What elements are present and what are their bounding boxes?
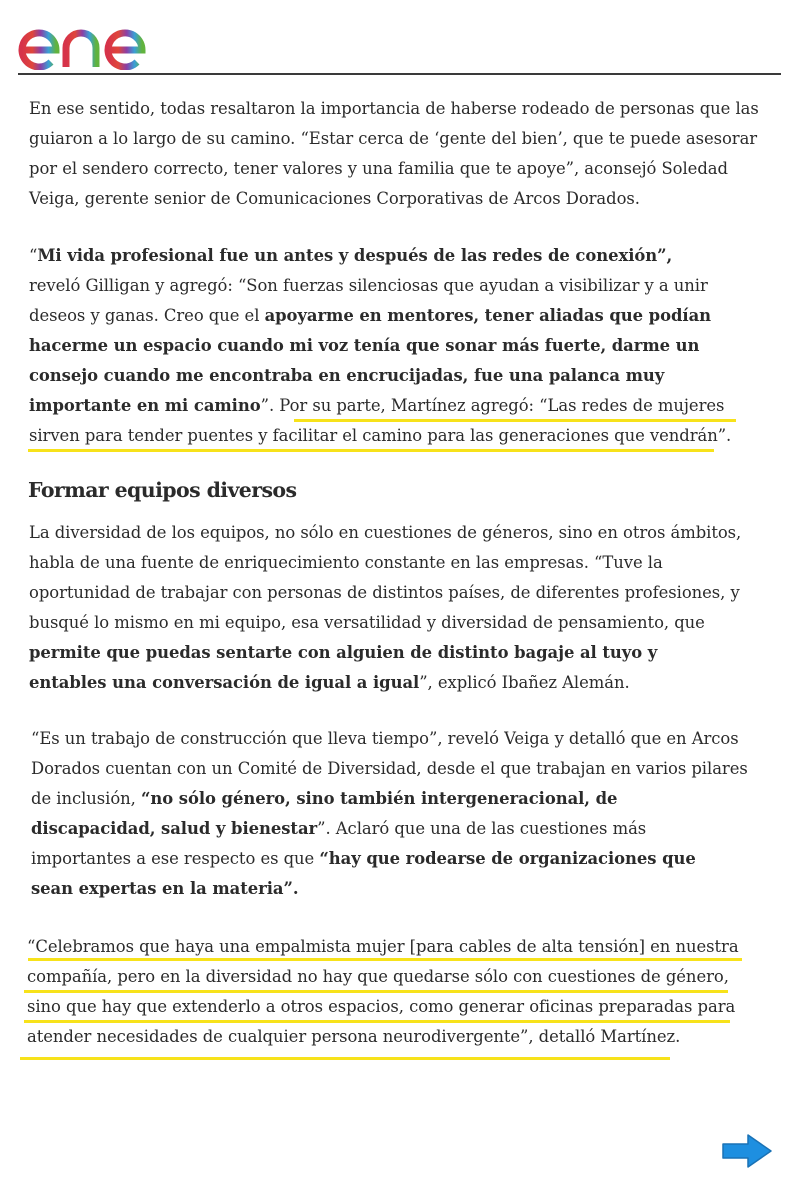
highlight-underline <box>24 990 728 993</box>
text-line <box>31 784 748 814</box>
text-line <box>29 301 731 331</box>
text-fragment: deseos y ganas. Creo que el <box>29 306 265 325</box>
section-heading: Formar equipos diversos <box>28 478 297 502</box>
text-line <box>29 391 731 421</box>
bold-quote: importante en mi camino <box>29 396 261 415</box>
text-line: compañía, pero en la diversidad no hay que quedarse sólo con cuestiones de género, <box>27 967 729 986</box>
text-line: sirven para tender puentes y facilitar el camino para las generaciones que vendrán”. <box>29 426 732 445</box>
text-fragment: ”. Aclaró que una de las cuestiones más <box>317 819 647 838</box>
text-line: Dorados cuentan con un Comité de Diversidad, desde el que trabajan en varios pilares <box>31 759 748 778</box>
text-fragment: ”. Por su parte, Martínez agregó: “Las redes de mujeres <box>260 396 725 415</box>
bold-quote: “no sólo género, sino también intergeneracional, de <box>140 789 618 808</box>
text-fragment: de inclusión, <box>31 789 141 808</box>
bold-quote: Mi vida profesional fue un antes y después de las redes de conexión”, <box>37 246 673 265</box>
bold-quote: discapacidad, salud y bienestar <box>31 819 318 838</box>
text-line <box>29 668 741 698</box>
text-line: reveló Gilligan y agregó: “Son fuerzas silenciosas que ayudan a visibilizar y a unir <box>29 276 708 295</box>
text-line: guiaron a lo largo de su camino. “Estar cerca de ‘gente del bien’, que te puede asesorar <box>29 129 758 148</box>
text-line: “Celebramos que haya una empalmista mujer [para cables de alta tensión] en nuestra <box>27 937 739 956</box>
highlight-underline <box>20 1057 670 1060</box>
text-fragment: importantes a ese respecto es que <box>31 849 320 868</box>
arrow-right-icon[interactable] <box>720 1133 774 1169</box>
text-fragment: ”, explicó Ibañez Alemán. <box>419 673 630 692</box>
enel-logo <box>16 8 186 70</box>
bold-quote: hacerme un espacio cuando mi voz tenía que sonar más fuerte, darme un <box>29 336 700 355</box>
text-line: sino que hay que extenderlo a otros espacios, como generar oficinas preparadas para <box>27 997 736 1016</box>
highlight-underline <box>294 419 736 422</box>
paragraph-3 <box>29 518 741 698</box>
text-line: busqué lo mismo en mi equipo, esa versatilidad y diversidad de pensamiento, que <box>29 613 705 632</box>
text-line <box>31 814 748 844</box>
highlight-underline <box>28 958 742 961</box>
header-divider <box>18 73 781 75</box>
paragraph-1 <box>29 94 759 214</box>
text-line: “Es un trabajo de construcción que lleva tiempo”, reveló Veiga y detalló que en Arcos <box>31 729 739 748</box>
text-line <box>29 241 731 271</box>
text-line: habla de una fuente de enriquecimiento constante en las empresas. “Tuve la <box>29 553 663 572</box>
text-line: Veiga, gerente senior de Comunicaciones Corporativas de Arcos Dorados. <box>29 189 640 208</box>
text-fragment: “ <box>29 246 38 265</box>
text-line: por el sendero correcto, tener valores y una familia que te apoye”, aconsejó Soledad <box>29 159 728 178</box>
bold-quote: consejo cuando me encontraba en encrucijadas, fue una palanca muy <box>29 366 665 385</box>
bold-quote: “hay que rodearse de organizaciones que <box>319 849 696 868</box>
highlight-underline <box>28 449 714 452</box>
bold-quote: entables una conversación de igual a igual <box>29 673 420 692</box>
text-line <box>31 844 748 874</box>
text-line: atender necesidades de cualquier persona neurodivergente”, detalló Martínez. <box>27 1027 681 1046</box>
paragraph-4 <box>31 724 748 904</box>
text-line: oportunidad de trabajar con personas de distintos países, de diferentes profesiones, y <box>29 583 740 602</box>
text-line: En ese sentido, todas resaltaron la importancia de haberse rodeado de personas que las <box>29 99 759 118</box>
highlight-underline <box>24 1020 730 1023</box>
bold-quote: permite que puedas sentarte con alguien de distinto bagaje al tuyo y <box>29 643 658 662</box>
bold-quote: apoyarme en mentores, tener aliadas que podían <box>264 306 712 325</box>
bold-quote: sean expertas en la materia”. <box>31 879 299 898</box>
text-line: La diversidad de los equipos, no sólo en cuestiones de géneros, sino en otros ámbitos, <box>29 523 742 542</box>
